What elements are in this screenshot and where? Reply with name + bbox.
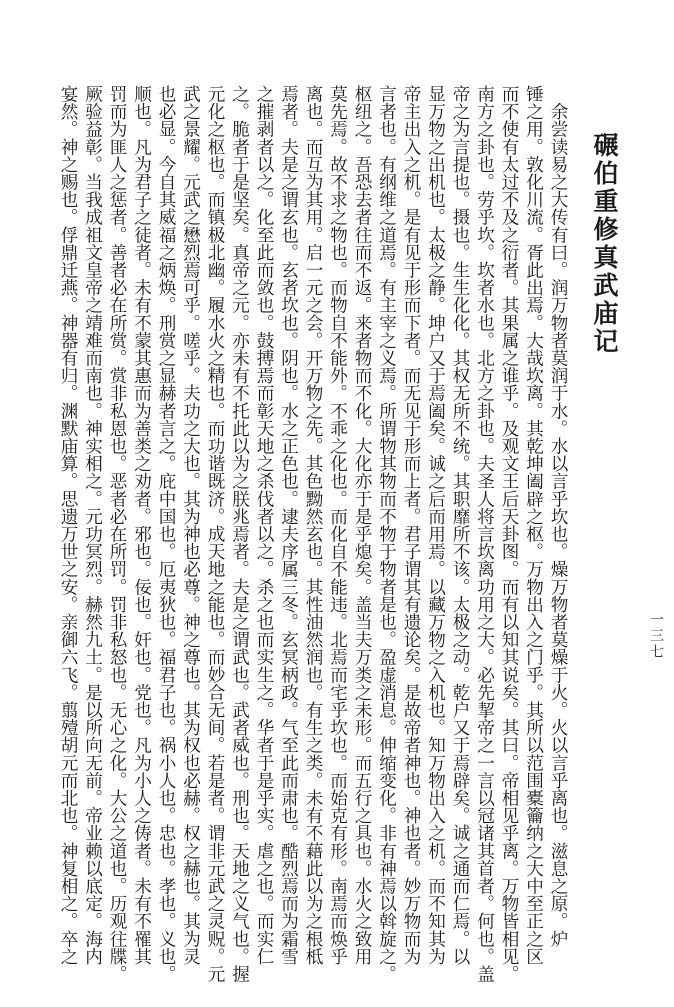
text-column: 也必显。今自其威福之炳焕。刑赏之显赫者言之。庇中国也。厄夷狄也。福君子也。祸小人也。忠也。孝也。义也。: [156, 85, 176, 983]
text-column: 焉者。夫是之谓玄也。玄者坎也。阴也。水之正色也。逮夫序属三冬。玄冥柄政。气至此而肃也。酷烈焉而为霜雪: [278, 85, 299, 965]
text-column: 帝之为言提也。摄也。生生化化。其权无所不统。其职靡所不该。太极之动。乾户又于焉辟矣。诚之通而仁焉。以: [450, 85, 470, 965]
text-column: 南方之卦也。劳乎坎。坎者水也。北方之卦也。夫圣人将言坎离功用之大。必先挈帝之一言以冠诸其首者。何也。盖: [474, 85, 495, 983]
text-column: 之摧剥者以之。化至此而敛也。鼓搏焉而彰天地之杀伐者以之。杀之也而实生之。华者于是乎实。虐之也。而实仁: [254, 85, 274, 965]
page-number: 一三七: [648, 612, 664, 660]
text-column: 宴然。神之赐也。俘鼎迁燕。神器有归。渊默庙算。思遗万世之安。亲御六飞。翦殪胡元而北也。神复相之。卒之: [58, 85, 78, 965]
text-column: 显万物之出机也。太极之静。坤户又于焉阖矣。诚之后而用焉。以藏万物之入机也。知万物出入之机。而不知其为: [425, 85, 446, 965]
text-column: 顺也。凡为君子之徒者。未有不蒙其惠而为善类之劝者。邪也。佞也。奸也。党也。凡为小人之俦者。未有不罹其: [131, 85, 152, 965]
page-title: 碾伯重修真武庙记: [590, 132, 619, 356]
text-column: 罚而为匪人之惩者。善者必在所赏。赏非私恩也。恶者必在所罚。罚非私怒也。无心之化。大公之道也。历观往牒。: [107, 85, 127, 983]
text-column: 言者也。有纲维之道焉。有主宰之义焉。所谓物其物而不物于物者是也。盈虚消息。伸缩变化。非有神焉以斡旋之。: [376, 85, 397, 983]
body-text: [56, 85, 571, 983]
text-column: 锤之用。敦化川流。胥此出焉。大哉坎离。其乾坤阖辟之枢。万物出入之门乎。其所以范围橐籥纳之大中至正之区: [523, 85, 544, 965]
text-column: 余尝读易之大传有曰。润万物者莫润于水。水以言乎坎也。燥万物者莫燥于火。火以言乎离也。滋息之原。炉: [548, 85, 568, 948]
text-column: 元化之枢也。而镇极北幽。履水火之精也。而功谐既济。成天地之能也。而妙合无间。若是者。谓非元武之灵贶。元: [205, 85, 225, 983]
text-column: 莫先焉。故不求之物也。而物自不能外。不乖之化也。而化自不能违。北焉而宅乎坎也。而始克有形。南焉而焕乎: [327, 85, 348, 965]
text-column: 厥验益彰。当我成祖文皇帝之靖难而南也。神实相之。元功冥烈。赫然九土。是以所向无前。帝业赖以底定。海内: [82, 85, 103, 965]
text-column: 帝主出入之机。是有见于形而下者。而无见于形而上者。君子谓其有遗论矣。是故帝者神也。神也者。妙万物而为: [401, 85, 421, 965]
text-column: 而不使有太过不及之衍者。其果属之谁乎。及观文王后天卦图。而有以知其说矣。其曰。帝相见乎离。万物皆相见。: [499, 85, 519, 983]
text-column: 枢纽之。吾恐去者往而不返。来者物而不化。大化亦于是乎熄矣。盖当夫万类之未形。而五行之具也。水火之致用: [352, 85, 372, 965]
text-column: 离也。而互为其用。启一元之会。开万物之先。其色黝然玄也。其性油然润也。有生之类。未有不藉此以为之根柢: [303, 85, 323, 965]
text-column: 武之景耀。元武之懋烈焉可乎。嗟乎。夫功之大也。其为神也必尊。神之尊也。其为权也必赫。权之赫也。其为灵: [180, 85, 201, 965]
text-column: 之。脆者于是坚矣。真帝之元。亦未有不托此以为之朕兆焉者。夫是之谓武也。武者威也。刑也。天地之义气也。握: [229, 85, 250, 983]
